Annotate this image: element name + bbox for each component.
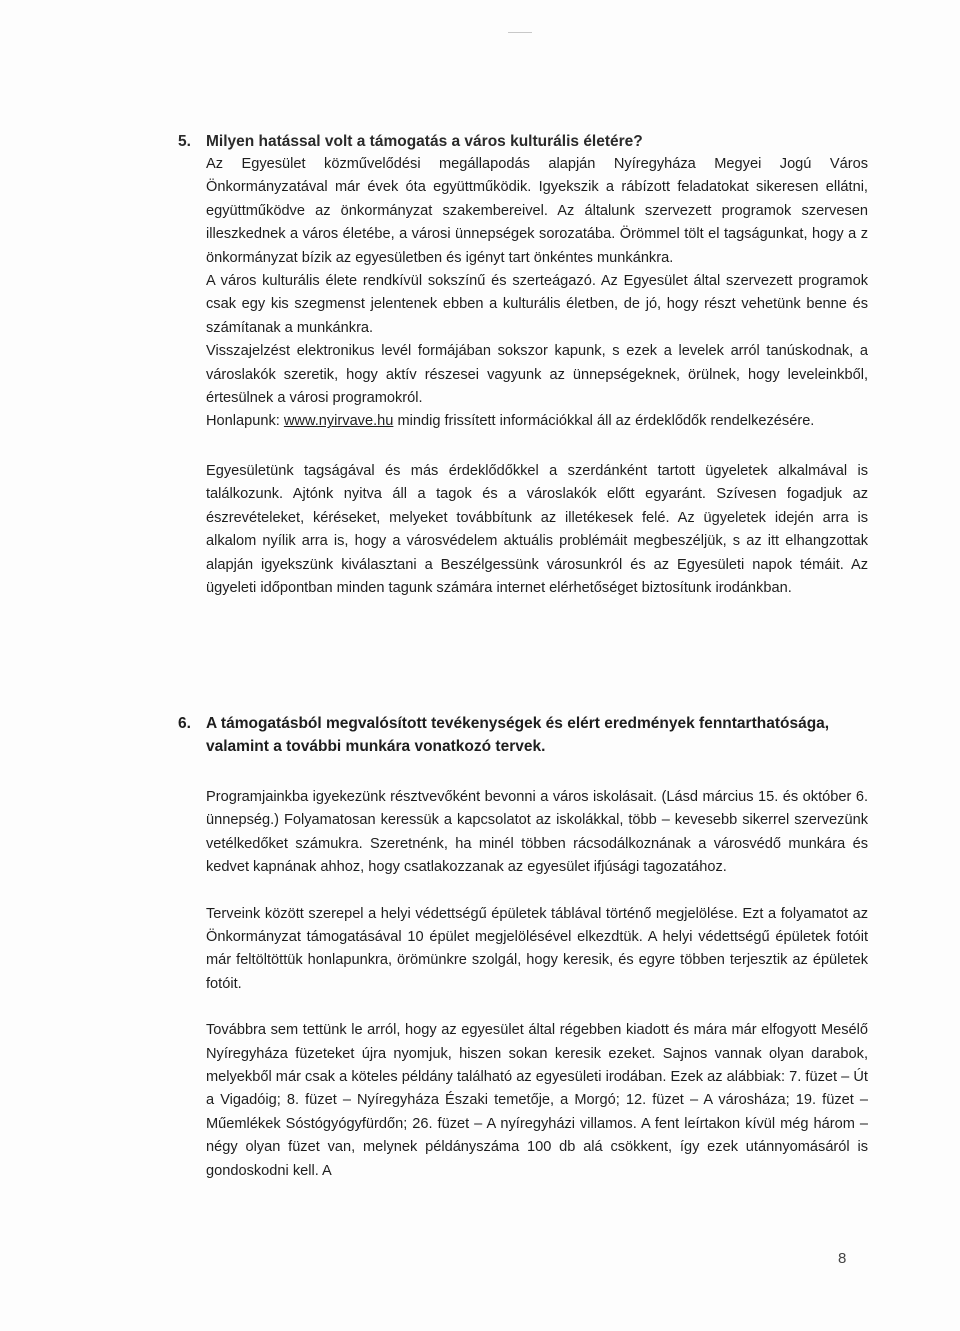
website-paragraph — [206, 410, 868, 433]
spacer — [206, 434, 868, 460]
paragraph: Továbbra sem tettünk le arról, hogy az egyesület által régebben kiadott és mára már elfogyott Mesélő Nyíregyháza füzeteket újra nyomjuk, hiszen sokan keresik ezeket. Sajnos vannak olyan darabok, melyekből már csak a köteles példány található az egyesületi irodában. Ezek az alábbiak: 7. füzet – Út a Vigadóig; 8. füzet – Nyíregyháza Északi temetője, a Morgó; 12. füzet – A városháza; 19. füzet – Műemlékek Sóstógyógyfürdőn; 26. füzet – A nyíregyházi villamos. A fent leírtakon kívül még három – négy olyan füzet van, melynek példányszáma 100 db alá csökkent, így ezek utánnyomásáról is gondoskodni kell. A — [206, 1022, 868, 1179]
section-6-number: 6. — [178, 715, 191, 732]
paragraph: A város kulturális élete rendkívül sokszínű és szerteágazó. Az Egyesület által szervezett programok csak egy kis szegmenst jelentenek ebben a kulturális életben, de jó, hogy részt vehetünk benne és számítanak a munkánkra. — [206, 273, 868, 336]
section-6-question: A támogatásból megvalósított tevékenységek és elért eredmények fenntarthatósága, valamint a további munkára vonatkozó tervek. — [206, 715, 830, 755]
website-suffix: mindig frissített információkkal áll az érdeklődők rendelkezésére. — [393, 413, 815, 430]
website-link[interactable]: www.nyirvave.hu — [283, 413, 394, 430]
section-5-question: Milyen hatással volt a támogatás a város kulturális életére? — [206, 133, 643, 150]
spacer — [206, 996, 868, 1019]
spacer — [206, 880, 868, 903]
section-6-heading — [178, 712, 868, 758]
paragraph: Visszajelzést elektronikus levél formájában sokszor kapunk, s ezek a levelek arról tanúskodnak, a városlakók szeretik, hogy aktív részesei vagyunk az ünnepségeknek, örülnek, hogy leveleinkből, értesülnek a városi programokról. — [206, 343, 868, 407]
page-number: 8 — [838, 1250, 847, 1267]
website-prefix: Honlapunk: — [206, 413, 284, 430]
section-5-number: 5. — [178, 133, 191, 150]
section-5-heading — [178, 130, 868, 153]
section-6 — [178, 712, 868, 1183]
paragraph: Az Egyesület közművelődési megállapodás alapján Nyíregyháza Megyei Jogú Város Önkormányzatával már évek óta együttműködik. Igyekszik a rábízott feladatokat sikeresen ellátni, együttműködve az önkormányzat szakembereivel. Az általunk szervezett programok szervesen illeszkednek a város életébe, a városi ünnepségek sorozatába. Örömmel tölt el tagságunkat, hogy a z önkormányzat bízik az egyesületben és igényt tart önkéntes munkánkra. — [206, 156, 868, 266]
paragraph: Programjainkba igyekezünk résztvevőként bevonni a város iskolásait. (Lásd március 15. és október 6. ünnepség.) Folyamatosan keressük a kapcsolatot az iskolákkal, több – kevesebb sikerrel szervezünk vetélkedőket számukra. Szeretnénk, ha minél többen rácsodálkoznának a városvédő munkára és kedvet kapnának ahhoz, hogy csatlakozzanak az egyesület ifjúsági tagozatához. — [206, 789, 868, 876]
section-6-body — [206, 786, 868, 1183]
office-paragraph: Egyesületünk tagságával és más érdeklődőkkel a szerdánként tartott ügyeletek alkalmával is találkozunk. Ajtónk nyitva áll a tagok és a városlakók előtt egyaránt. Szívesen fogadjuk az észrevételeket, kéréseket, melyeket továbbítunk az illetékesek felé. Az ügyeletek idején arra is alkalom nyílik arra is, hogy a városvédelem aktuális problémáit megbeszéljük, s az itt elhangzottak alapján igyekszünk kiválasztani a Beszélgessünk városunkról és az Egyesületi napok témáit. Az ügyeleti időpontban minden tagunk számára internet elérhetőséget biztosítunk irodánkban. — [206, 462, 868, 596]
section-5-body — [206, 153, 868, 600]
scan-mark — [508, 32, 532, 33]
paragraph: Terveink között szerepel a helyi védettségű épületek táblával történő megjelölése. Ezt a folyamatot az Önkormányzat támogatásával 10 épület megjelölésével elkezdtük. A helyi védettségű épületek fotóit már feltöltöttük honlapunkra, örömünkre szolgál, hogy keresik, és egyre többen terjesztik az épületek fotóit. — [206, 905, 868, 992]
section-5 — [178, 130, 868, 600]
